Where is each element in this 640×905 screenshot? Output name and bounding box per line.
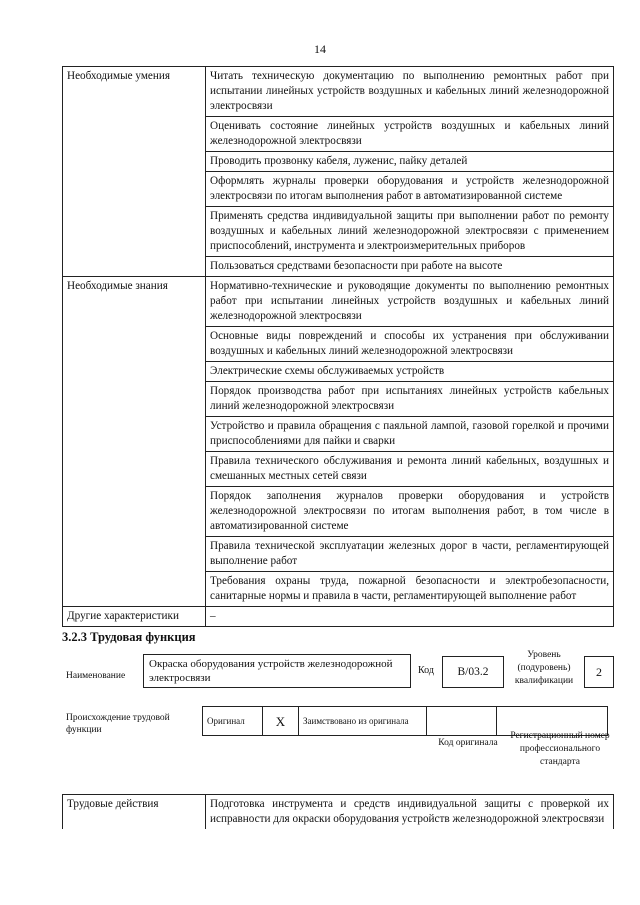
row-label — [63, 327, 206, 362]
code-original-caption: Код оригинала — [438, 738, 498, 748]
row-label — [63, 417, 206, 452]
table-row — [63, 487, 614, 537]
row-text: Проводить прозвонку кабеля, луженис, пайку деталей — [206, 152, 614, 172]
code-label: Код — [418, 665, 434, 676]
row-label: Необходимые знания — [63, 277, 206, 327]
borrowed-label: Заимствовано из оригинала — [299, 707, 427, 735]
origin-label: Происхождение трудовой функции — [66, 713, 170, 735]
reg-number-caption: Регистрационный номер профессионального стандарта — [510, 731, 610, 767]
row-label: Необходимые умения — [63, 67, 206, 117]
row-text: Устройство и правила обращения с паяльной лампой, газовой горелкой и прочими приспособлениями для пайки и сварки — [206, 417, 614, 452]
row-text: Правила технической эксплуатации железных дорог в части, регламентирующей выполнение работ — [206, 537, 614, 572]
table-row — [63, 362, 614, 382]
table-row — [63, 572, 614, 607]
table-row — [63, 382, 614, 417]
row-text: – — [206, 607, 614, 627]
table-row — [63, 117, 614, 152]
row-label — [63, 487, 206, 537]
row-text: Порядок производства работ при испытаниях линейных устройств кабельных линий железнодорожной электросвязи — [206, 382, 614, 417]
row-text: Читать техническую документацию по выполнению ремонтных работ при испытании линейных устройств воздушных и кабельных линий железнодорожной электросвязи — [206, 67, 614, 117]
skills-knowledge-table — [62, 66, 614, 627]
page-number: 14 — [314, 42, 326, 56]
row-label — [63, 257, 206, 277]
code-value: B/03.2 — [442, 656, 504, 688]
row-label — [63, 117, 206, 152]
row-label — [63, 537, 206, 572]
function-name-value: Окраска оборудования устройств железнодорожной электросвязи — [143, 654, 411, 688]
section-title: 3.2.3 Трудовая функция — [62, 630, 196, 644]
table-row — [63, 277, 614, 327]
table-row — [63, 207, 614, 257]
table-row — [63, 67, 614, 117]
row-label: Трудовые действия — [63, 795, 206, 830]
row-text: Применять средства индивидуальной защиты при выполнении работ по ремонту воздушных и кабельных линий железнодорожной электросвязи с применением приспособлений, инструмента и электроизмерительных приборов — [206, 207, 614, 257]
original-label: Оригинал — [203, 707, 263, 735]
original-mark: X — [263, 707, 299, 735]
row-text: Оценивать состояние линейных устройств воздушных и кабельных линий железнодорожной электросвязи — [206, 117, 614, 152]
row-label: Другие характеристики — [63, 607, 206, 627]
row-text: Основные виды повреждений и способы их устранения при обслуживании воздушных и кабельных линий железнодорожной электросвязи — [206, 327, 614, 362]
level-label: Уровень (подуровень) квалификации — [514, 650, 574, 686]
row-text: Требования охраны труда, пожарной безопасности и электробезопасности, санитарные нормы и правила в части, регламентирующей выполнение работ — [206, 572, 614, 607]
row-label — [63, 152, 206, 172]
row-text: Порядок заполнения журналов проверки оборудования и устройств железнодорожной электросвязи по итогам выполнения работ, в том числе в автоматизированной системе — [206, 487, 614, 537]
table-row — [63, 537, 614, 572]
row-text: Нормативно-технические и руководящие документы по выполнению ремонтных работ при испытании линейных устройств воздушных и кабельных линий железнодорожной электросвязи — [206, 277, 614, 327]
table-row — [63, 417, 614, 452]
row-text: Подготовка инструмента и средств индивидуальной защиты с проверкой их исправности для окраски оборудования устройств железнодорожной электросвязи — [206, 795, 614, 830]
row-label — [63, 172, 206, 207]
table-row — [63, 607, 614, 627]
row-label — [63, 452, 206, 487]
table-row — [63, 452, 614, 487]
row-label — [63, 362, 206, 382]
table-row — [63, 795, 614, 830]
table-row — [63, 327, 614, 362]
code-original-cell — [427, 707, 497, 735]
row-text: Электрические схемы обслуживаемых устройств — [206, 362, 614, 382]
row-label — [63, 382, 206, 417]
row-text: Правила технического обслуживания и ремонта линий кабельных, воздушных и смешанных местных сетей связи — [206, 452, 614, 487]
table-row — [63, 172, 614, 207]
table-row — [63, 257, 614, 277]
row-label — [63, 207, 206, 257]
level-value: 2 — [584, 656, 614, 688]
labor-actions-table — [62, 794, 614, 829]
table-row — [63, 152, 614, 172]
row-label — [63, 572, 206, 607]
row-text: Оформлять журналы проверки оборудования и устройств железнодорожной электросвязи по итогам выполнения работ в автоматизированной системе — [206, 172, 614, 207]
name-label: Наименование — [66, 671, 126, 681]
row-text: Пользоваться средствами безопасности при работе на высоте — [206, 257, 614, 277]
